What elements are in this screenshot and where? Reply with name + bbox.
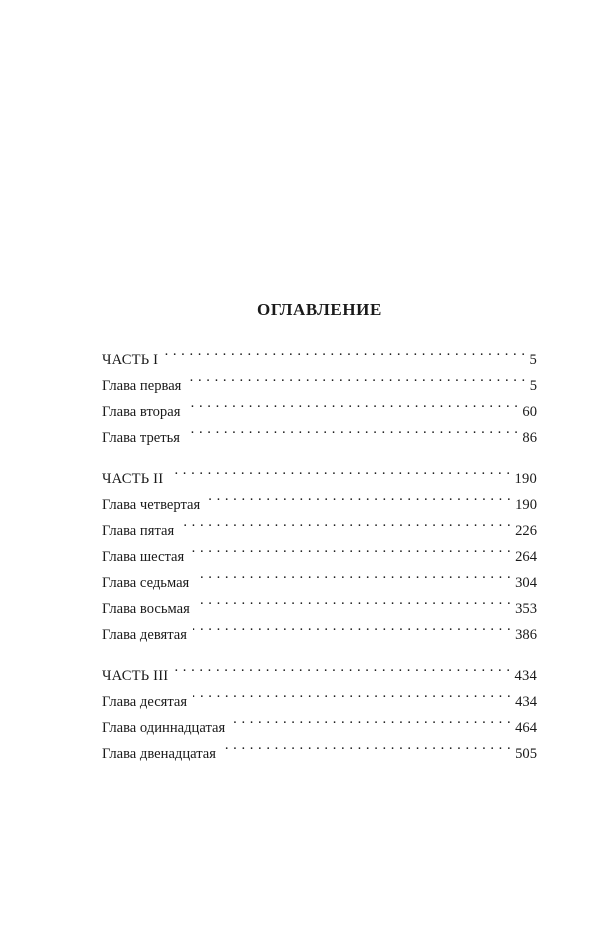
toc-chapter-label: Глава двенадцатая [102,746,216,762]
toc-page-number: 60 [522,404,537,420]
toc-page-number: 505 [515,746,537,762]
part-block-1 [102,338,537,446]
toc-page-number: 190 [514,471,537,487]
toc-chapter-entry[interactable] [102,483,537,513]
table-of-contents [102,296,537,773]
toc-chapter-label: Глава шестая [102,549,185,565]
toc-chapter-label: Глава восьмая [102,601,190,617]
toc-chapter-label: Глава девятая [102,627,187,643]
toc-part-entry[interactable] [102,654,537,684]
dot-leader [164,338,525,364]
toc-chapter-label: Глава пятая [102,523,175,539]
toc-page-number: 434 [514,668,537,684]
toc-part-entry[interactable] [102,457,537,487]
dot-leader [193,680,511,706]
dot-leader [186,416,518,442]
toc-page-number: 353 [515,601,537,617]
toc-chapter-label: Глава одиннадцатая [102,720,226,736]
dot-leader [187,364,525,390]
toc-chapter-label: Глава седьмая [102,575,190,591]
toc-chapter-label: Глава третья [102,430,180,446]
toc-chapter-entry[interactable] [102,364,537,394]
toc-page-number: 190 [515,497,537,513]
dot-leader [193,613,511,639]
toc-title: ОГЛАВЛЕНИЕ [257,300,382,319]
toc-page-number: 304 [515,575,537,591]
toc-page-number: 86 [522,430,537,446]
dot-leader [195,561,511,587]
dot-leader [186,390,518,416]
toc-part-entry[interactable] [102,338,537,368]
part-block-3 [102,654,537,762]
dot-leader [190,535,511,561]
toc-part-label: ЧАСТЬ II [102,471,164,487]
dot-leader [231,706,511,732]
toc-page-number: 264 [515,549,537,565]
dot-leader [169,457,510,483]
toc-chapter-label: Глава четвертая [102,497,201,513]
dot-leader [174,654,510,680]
toc-page-number: 386 [515,627,537,643]
dot-leader [180,509,511,535]
toc-chapter-label: Глава десятая [102,694,188,710]
toc-page-number: 434 [515,694,537,710]
toc-page-number: 226 [515,523,537,539]
toc-part-label: ЧАСТЬ III [102,668,169,684]
dot-leader [196,587,511,613]
dot-leader [206,483,511,509]
toc-page-number: 464 [515,720,537,736]
toc-chapter-label: Глава первая [102,378,182,394]
toc-page-number: 5 [529,352,537,368]
dot-leader [222,732,511,758]
toc-part-label: ЧАСТЬ I [102,352,159,368]
part-block-2 [102,457,537,643]
toc-page-number: 5 [529,378,537,394]
toc-chapter-label: Глава вторая [102,404,181,420]
